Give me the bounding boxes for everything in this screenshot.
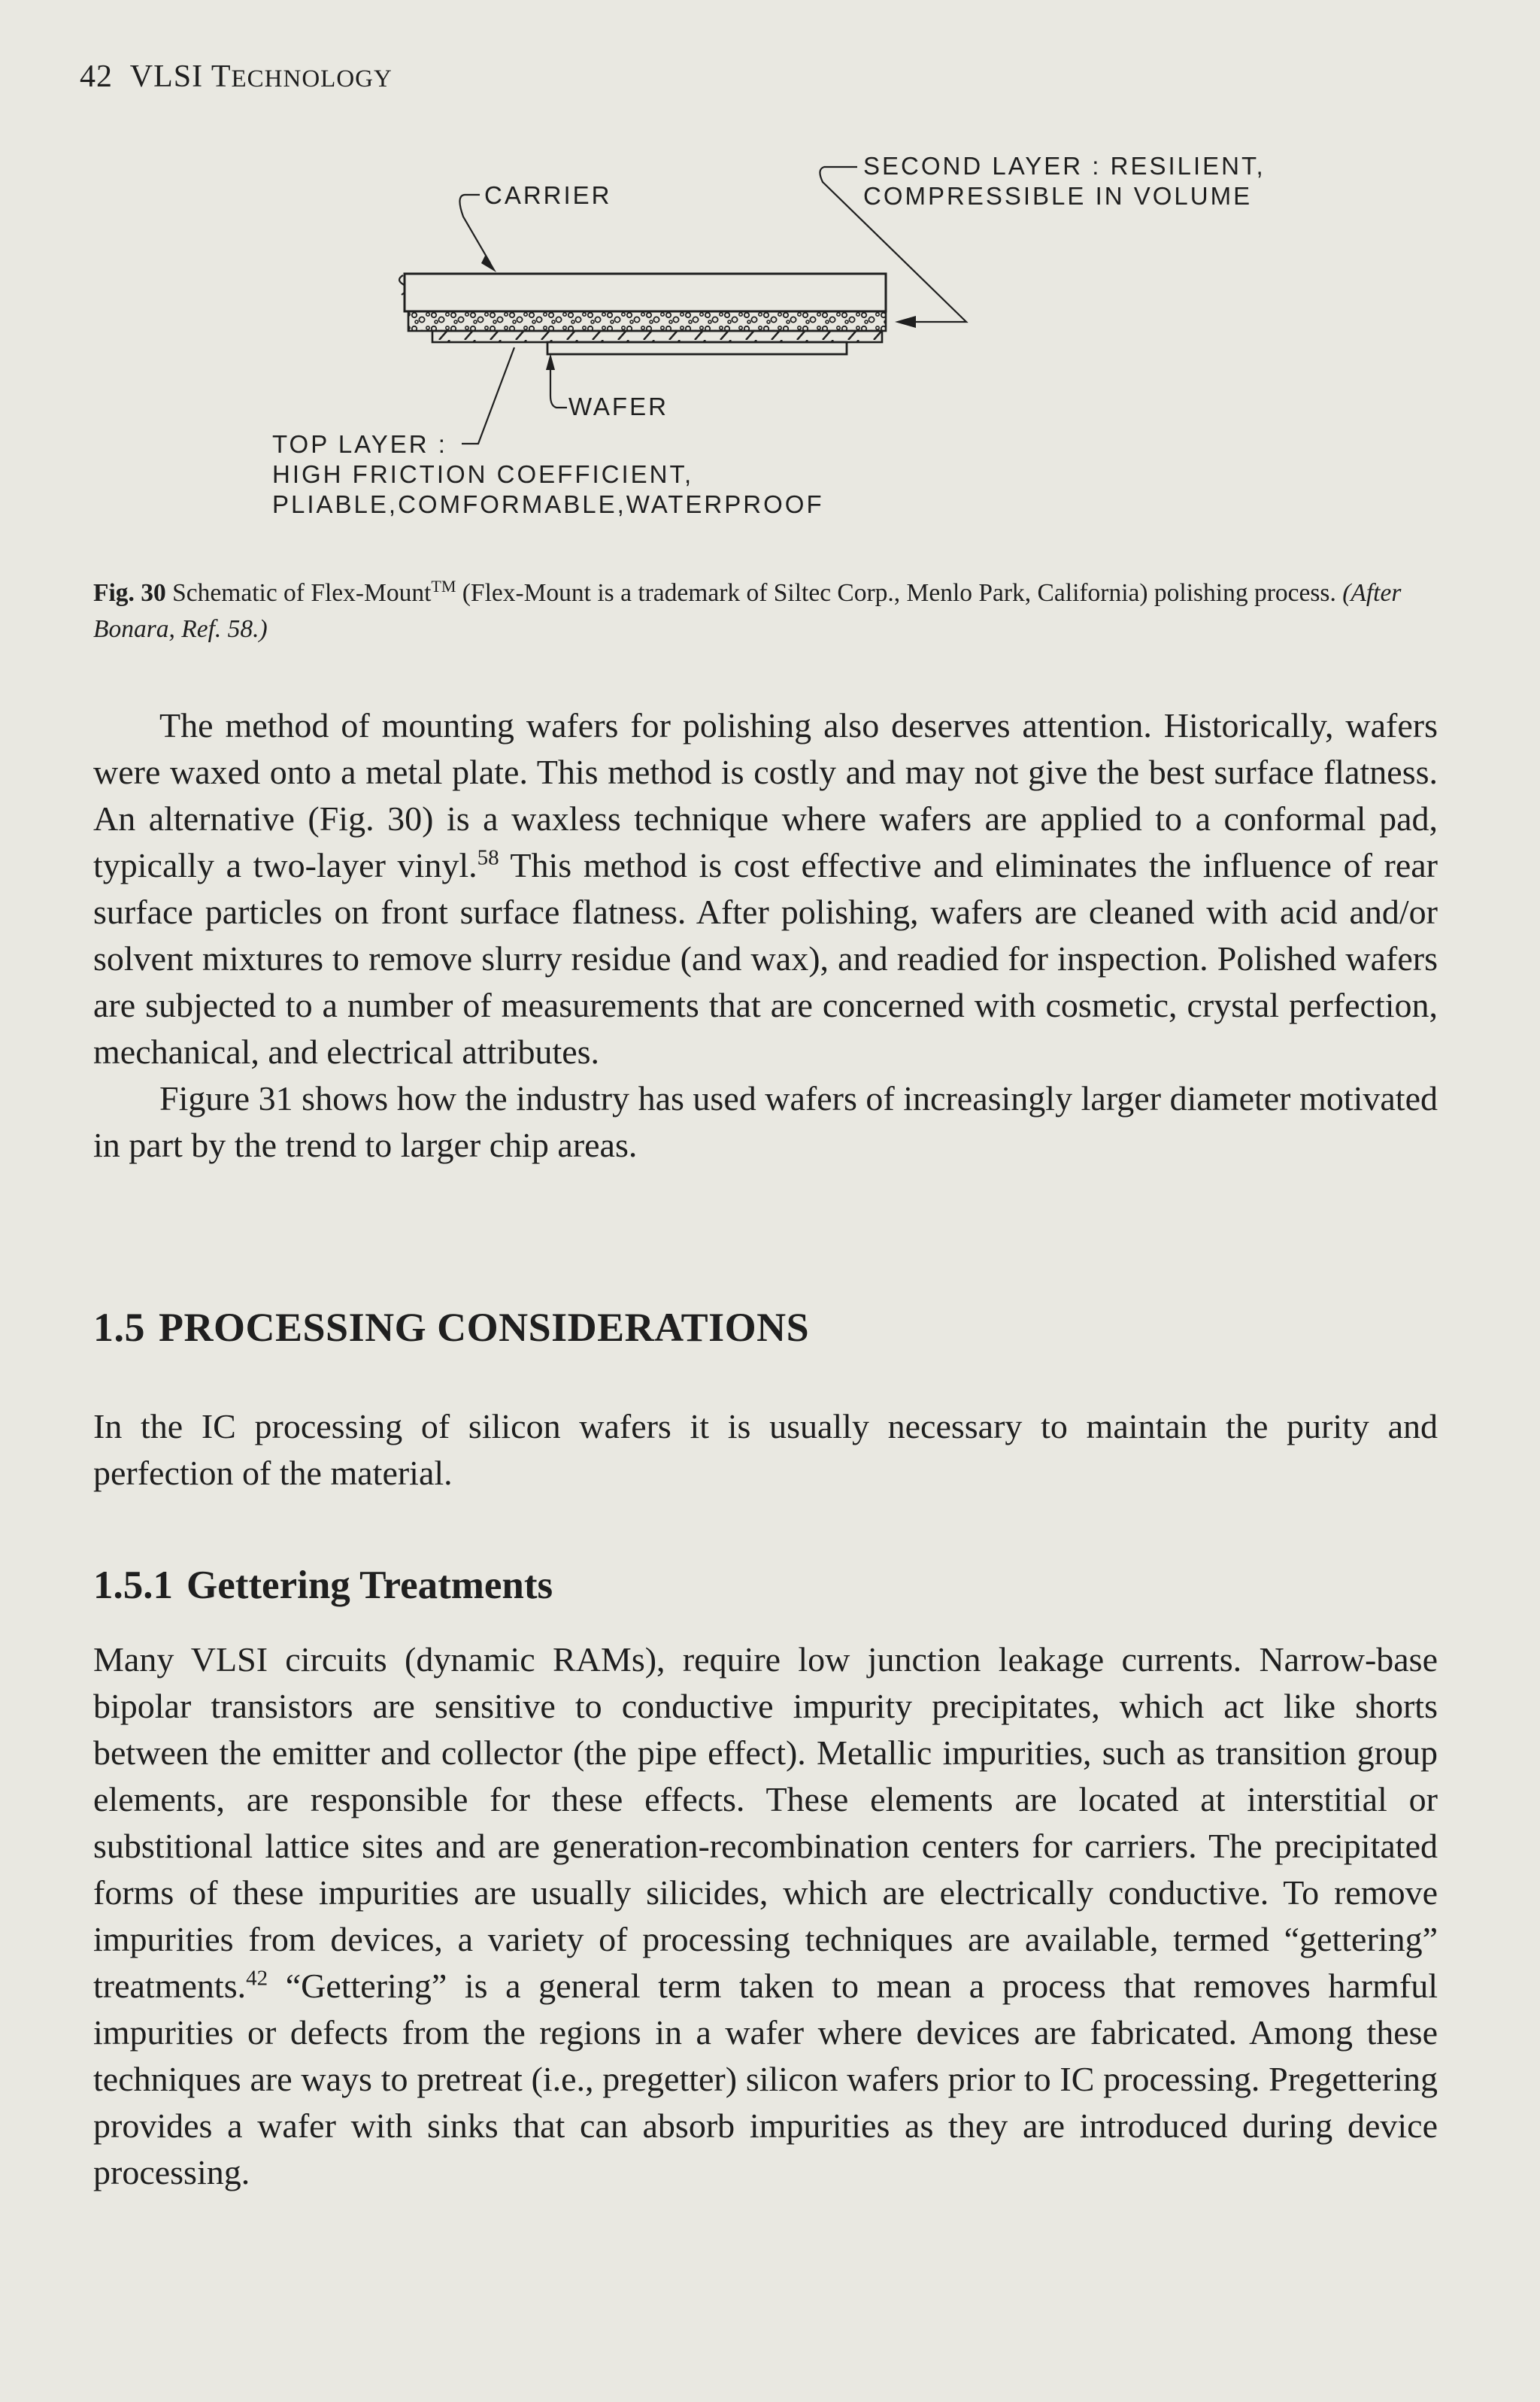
wafer bbox=[547, 342, 847, 354]
figure-number: Fig. 30 bbox=[93, 579, 166, 608]
caption-text-after-tm: (Flex-Mount is a trademark of Siltec Corp., Menlo Park, California) polishing process. bbox=[456, 579, 1343, 608]
label-second-layer-line2: COMPRESSIBLE IN VOLUME bbox=[863, 182, 1253, 210]
label-top-layer-line2: HIGH FRICTION COEFFICIENT, bbox=[272, 460, 694, 488]
trademark-mark: TM bbox=[431, 577, 456, 596]
paragraph-section-intro: In the IC processing of silicon wafers it is usually necessary to maintain the purity and perfection of the material. bbox=[93, 1407, 1438, 1492]
paragraph-mounting-text-b: This method is cost effective and eliminates the influence of rear surface particles on front surface flatness. After polishing, wafers are cleaned with acid and/or solvent mixtures to remove slurry residue (and wax), and readied for inspection. Polished wafers are subjected to a number of measurements that are concerned with cosmetic, crystal perfection, mechanical, and electrical attributes. bbox=[93, 846, 1438, 1071]
label-wafer: WAFER bbox=[568, 393, 668, 420]
paragraph-gettering-text-a: Many VLSI circuits (dynamic RAMs), require low junction leakage currents. Narrow-base bipolar transistors are sensitive to conductive impurity precipitates, which act like shorts between the emitter and collector (the pipe effect). Metallic impurities, such as transition group elements, are responsible for these effects. These elements are located at interstitial or substitional lattice sites and are generation-recombination centers for carriers. The precipitated forms of these impurities are usually silicides, which are electrically conductive. To remove impurities from devices, a variety of processing techniques are available, termed “gettering” treatments. bbox=[93, 1640, 1438, 2005]
running-head-title: VLSI bbox=[129, 59, 204, 94]
label-second-layer-line1: SECOND LAYER : RESILIENT, bbox=[863, 152, 1266, 180]
paragraph-mounting-text-a: The method of mounting wafers for polishing also deserves attention. Historically, wafers were waxed onto a metal plate. This method is costly and may not give the best surface flatness. An alternative (Fig. 30) is a waxless technique where wafers are applied to a conformal pad, typically a two-layer vinyl. bbox=[93, 706, 1438, 884]
resilient-layer bbox=[408, 311, 886, 331]
paragraph-figure31: Figure 31 shows how the industry has used wafers of increasingly larger diameter motivated in part by the trend to larger chip areas. bbox=[93, 1079, 1438, 1164]
label-top-layer-line1: TOP LAYER : bbox=[272, 430, 447, 458]
page-number: 42 bbox=[80, 59, 113, 94]
body-paragraphs-mounting bbox=[93, 702, 1438, 1169]
figure-caption bbox=[93, 569, 1439, 648]
flex-mount-schematic bbox=[0, 135, 1540, 557]
subsection-title: Gettering Treatments bbox=[186, 1563, 553, 1607]
running-head-title-sc-rest: ECHNOLOGY bbox=[231, 65, 393, 93]
running-head-title-sc-first: T bbox=[211, 59, 232, 94]
gettering-body bbox=[93, 1636, 1438, 2196]
paragraph-mounting bbox=[93, 702, 1438, 1075]
section-heading bbox=[93, 1304, 809, 1351]
section-intro bbox=[93, 1403, 1438, 1497]
section-title: PROCESSING CONSIDERATIONS bbox=[159, 1305, 810, 1350]
label-top-layer-line3: PLIABLE,COMFORMABLE,WATERPROOF bbox=[272, 490, 824, 518]
ref-58: 58 bbox=[477, 845, 499, 870]
label-carrier: CARRIER bbox=[484, 181, 612, 209]
top-layer bbox=[432, 331, 882, 342]
ref-42: 42 bbox=[246, 1966, 268, 1991]
caption-attribution: (After Bonara, Ref. 58.) bbox=[93, 579, 1402, 644]
running-head bbox=[80, 59, 393, 95]
subsection-number: 1.5.1 bbox=[93, 1563, 173, 1607]
caption-text-before-tm: Schematic of Flex-Mount bbox=[172, 579, 432, 608]
section-number: 1.5 bbox=[93, 1305, 145, 1350]
carrier-plate bbox=[399, 274, 886, 311]
paragraph-gettering-text-b: “Gettering” is a general term taken to mean a process that removes harmful impurities or defects from the regions in a wafer where devices are fabricated. Among these techniques are ways to pretreat (i.e., pregetter) silicon wafers prior to IC processing. Pregettering provides a wafer with sinks that can absorb impurities as they are introduced during device processing. bbox=[93, 1967, 1438, 2191]
paragraph-gettering bbox=[93, 1636, 1438, 2196]
subsection-heading bbox=[93, 1563, 553, 1608]
